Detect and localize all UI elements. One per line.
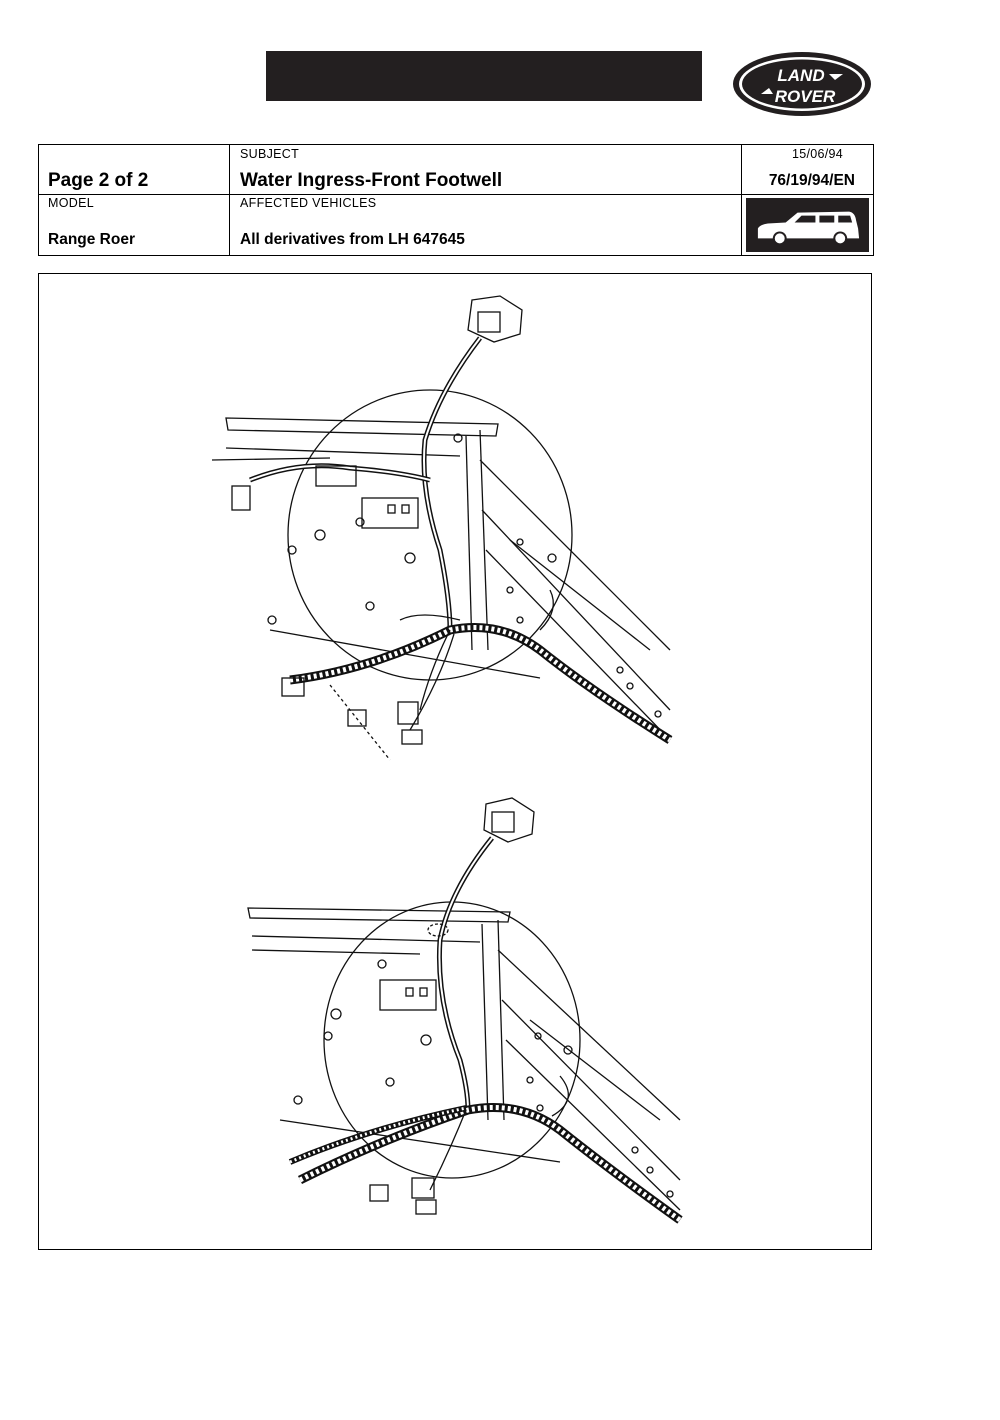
affected-caption: AFFECTED VEHICLES [240,196,377,210]
wiring-harness-illustration-after [240,790,690,1230]
affected-cell [230,195,742,256]
vehicle-icon-cell [742,195,874,256]
bulletin-header-table [38,144,874,256]
bulletin-reference: 76/19/94/EN [768,172,855,189]
header-black-bar [266,51,702,101]
model-caption: MODEL [48,196,94,210]
subject-caption: SUBJECT [240,147,300,161]
date-ref-cell [742,145,874,195]
model-cell [39,195,230,256]
page-cell [39,145,230,195]
svg-text:LAND: LAND [777,66,825,85]
subject-title: Water Ingress-Front Footwell [240,170,503,191]
svg-text:ROVER: ROVER [774,87,836,106]
land-rover-logo [731,50,873,118]
affected-value: All derivatives from LH 647645 [240,231,465,248]
page-label: Page 2 of 2 [48,170,149,191]
car-silhouette-icon [746,198,869,252]
model-value: Range Roer [48,231,135,248]
bulletin-date: 15/06/94 [791,147,843,161]
wiring-harness-illustration-before [210,290,680,770]
subject-cell [230,145,742,195]
vehicle-icon-box [746,198,869,252]
